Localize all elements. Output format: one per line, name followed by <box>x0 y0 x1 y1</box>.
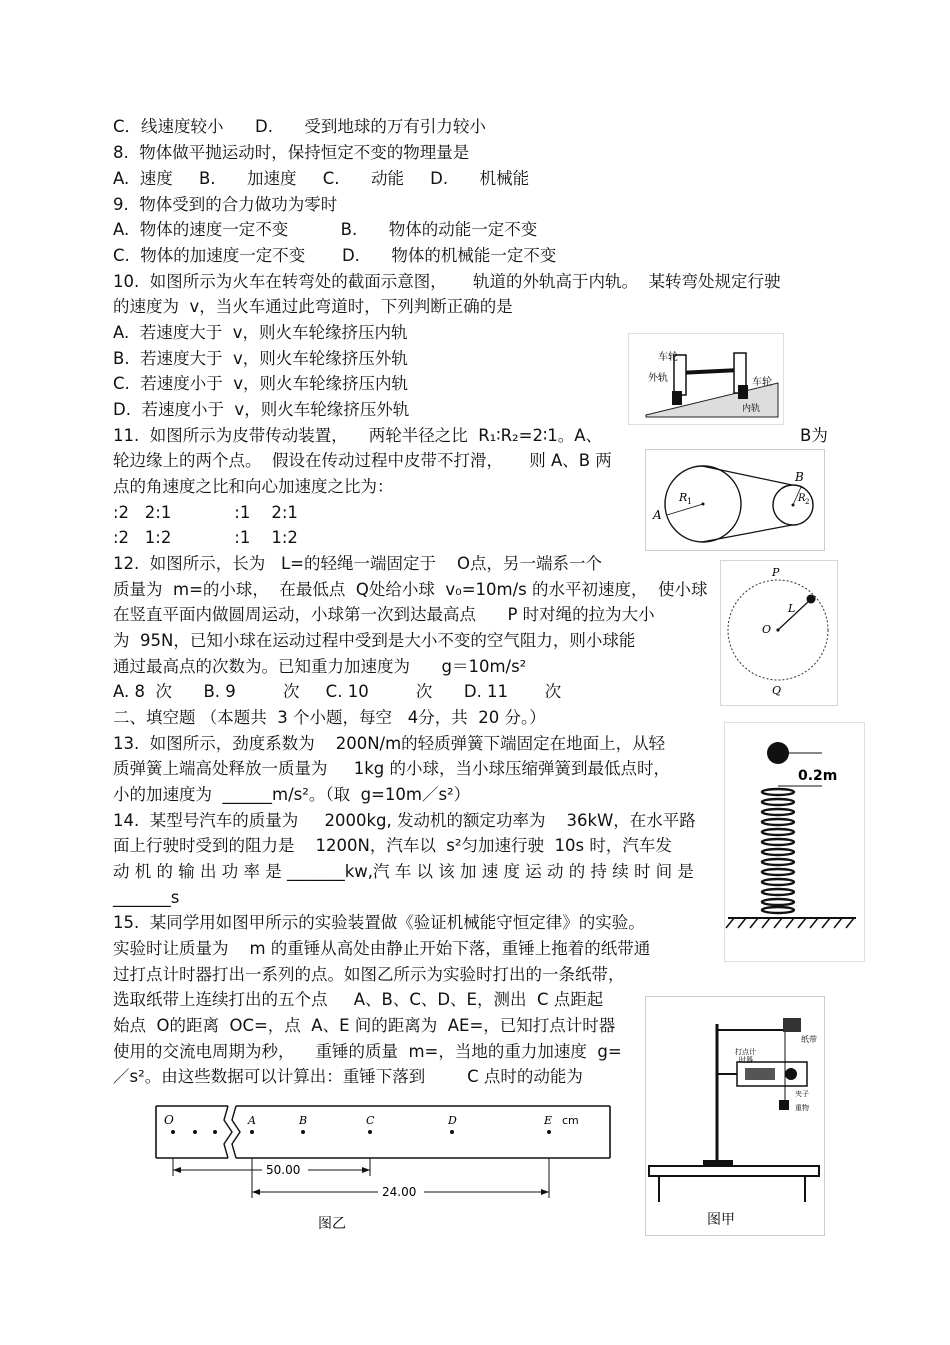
question-12: 12. 如图所示，长为 L=的轻绳一端固定于 O点，另一端系一个 <box>113 554 602 573</box>
point-b-label: B <box>299 1114 308 1127</box>
dimension-ae-label: 24.00 <box>382 1185 417 1199</box>
question-13: 13. 如图所示，劲度系数为 200N/m的轻质弹簧下端固定在地面上，从轻 <box>113 734 666 753</box>
belt-drive-figure <box>645 449 825 551</box>
question-15-cont: 过打点计时器打出一系列的点。如图乙所示为实验时打出的一条纸带， <box>113 965 625 984</box>
question-12-cont: 在竖直平面内做圆周运动，小球第一次到达最高点 P 时对绳的拉为大小 <box>113 605 655 624</box>
question-12-cont: 为 95N，已知小球在运动过程中受到是大小不变的空气阻力，则小球能 <box>113 631 636 650</box>
paper-tape-figure <box>140 1094 612 1238</box>
question-15-cont: 始点 O的距离 OC=，点 A、E 间的距离为 AE=，已知打点计时器 <box>113 1016 616 1035</box>
section-heading: 二、填空题 （本题共 3 个小题，每空 4分，共 20 分。） <box>113 708 546 727</box>
wheel-label-left: 车轮 <box>658 352 678 363</box>
spring-figure <box>724 722 865 962</box>
timer-label-line1: 打点计 <box>735 1048 756 1056</box>
radius-r2-subscript: 2 <box>805 498 810 506</box>
question-13-cont: 小的加速度为 ______m/s²。（取 g=10m／s²） <box>113 785 471 804</box>
weight-label: 重物 <box>795 1104 809 1112</box>
point-o-label: O <box>762 623 772 636</box>
wheel-label-right: 车轮 <box>752 377 772 388</box>
q11-options-1: :2 2:1 :1 2:1 <box>113 503 298 522</box>
question-11-cont: 轮边缘上的两个点。 假设在传动过程中皮带不打滑， 则 A、B 两 <box>113 451 612 470</box>
q10-option-c: C. 若速度小于 v，则火车轮缘挤压内轨 <box>113 374 409 393</box>
question-12-cont: 通过最高点的次数为。已知重力加速度为 g＝10m/s² <box>113 657 527 676</box>
question-15-cont: ／s²。由这些数据可以计算出：重锤下落到 C 点时的动能为 <box>113 1067 583 1086</box>
question-10: 10. 如图所示为火车在转弯处的截面示意图， 轨道的外轨高于内轨。 某转弯处规定行驶 <box>113 272 781 291</box>
outer-rail-label: 外轨 <box>648 373 668 384</box>
question-15-cont: 选取纸带上连续打出的五个点 A、B、C、D、E，测出 C 点距起 <box>113 990 604 1009</box>
point-a-label: A <box>653 508 662 522</box>
vertical-circle-figure <box>720 560 838 706</box>
q9-options-cd: C. 物体的加速度一定不变 D. 物体的机械能一定不变 <box>113 246 557 265</box>
q10-option-d: D. 若速度小于 v，则火车轮缘挤压外轨 <box>113 400 410 419</box>
q12-options: A. 8 次 B. 9 次 C. 10 次 D. 11 次 <box>113 682 562 701</box>
question-14: 14. 某型号汽车的质量为 2000kg, 发动机的额定功率为 36kW，在水平路 <box>113 811 696 830</box>
tape-label: 纸带 <box>801 1035 817 1044</box>
apparatus-caption: 图甲 <box>707 1212 735 1228</box>
question-11-tail: B为 <box>800 426 828 445</box>
apparatus-figure <box>645 996 825 1236</box>
question-14-cont: _______s <box>113 888 180 907</box>
question-15: 15. 某同学用如图甲所示的实验装置做《验证机械能守恒定律》的实验。 <box>113 913 645 932</box>
point-b-label: B <box>795 470 804 484</box>
text-line: C．线速度较小 D. 受到地球的万有引力较小 <box>113 117 486 136</box>
question-10-cont: 的速度为 v，当火车通过此弯道时，下列判断正确的是 <box>113 297 513 316</box>
question-11: 11. 如图所示为皮带传动装置， 两轮半径之比 R₁∶R₂=2∶1。A、 <box>113 426 603 445</box>
train-crosssection-figure <box>628 333 784 425</box>
question-8: 8. 物体做平抛运动时，保持恒定不变的物理量是 <box>113 143 470 162</box>
tape-caption: 图乙 <box>318 1216 346 1232</box>
q10-option-b: B. 若速度大于 v，则火车轮缘挤压外轨 <box>113 349 408 368</box>
radius-r1-label: R <box>679 491 688 504</box>
point-d-label: D <box>448 1114 457 1127</box>
question-11-cont: 点的角速度之比和向心加速度之比为： <box>113 477 394 496</box>
question-15-cont: 使用的交流电周期为秒， 重锤的质量 m=，当地的重力加速度 g= <box>113 1042 622 1061</box>
q8-options: A. 速度 B. 加速度 C. 动能 D. 机械能 <box>113 169 530 188</box>
point-o-label: O <box>164 1113 174 1127</box>
question-12-cont: 质量为 m=的小球， 在最低点 Q处给小球 v₀=10m/s 的水平初速度， 使小球 <box>113 580 708 599</box>
radius-r1-subscript: 1 <box>687 497 693 506</box>
length-l-label: L <box>788 602 796 615</box>
point-q-label: Q <box>772 684 782 697</box>
radius-r2-label: R <box>798 493 806 504</box>
dimension-oc-label: 50.00 <box>266 1163 301 1177</box>
inner-rail-label: 内轨 <box>742 404 761 414</box>
question-13-cont: 质弹簧上端高处释放一质量为 1kg 的小球，当小球压缩弹簧到最低点时， <box>113 759 670 778</box>
question-15-cont: 实验时让质量为 m 的重锤从高处由静止开始下落，重锤上拖着的纸带通 <box>113 939 651 958</box>
point-c-label: C <box>366 1114 375 1127</box>
q11-options-2: :2 1:2 :1 1:2 <box>113 528 298 547</box>
q9-options-ab: A. 物体的速度一定不变 B. 物体的动能一定不变 <box>113 220 538 239</box>
point-a-label: A <box>248 1114 256 1127</box>
unit-label: cm <box>562 1114 579 1127</box>
question-9: 9. 物体受到的合力做功为零时 <box>113 195 338 214</box>
point-e-label: E <box>544 1114 553 1127</box>
point-p-label: P <box>772 566 780 579</box>
question-14-cont: 动 机 的 输 出 功 率 是 _______kw,汽 车 以 该 加 速 度 运 动 的 持 续 时 间 是 <box>113 862 694 881</box>
question-14-cont: 面上行驶时受到的阻力是 1200N，汽车以 s²匀加速行驶 10s 时，汽车发 <box>113 836 672 855</box>
clip-label: 夹子 <box>795 1090 809 1098</box>
timer-label-line2: 时器 <box>739 1056 753 1064</box>
q10-option-a: A. 若速度大于 v，则火车轮缘挤压内轨 <box>113 323 408 342</box>
spring-height-label: 0.2m <box>798 768 838 784</box>
